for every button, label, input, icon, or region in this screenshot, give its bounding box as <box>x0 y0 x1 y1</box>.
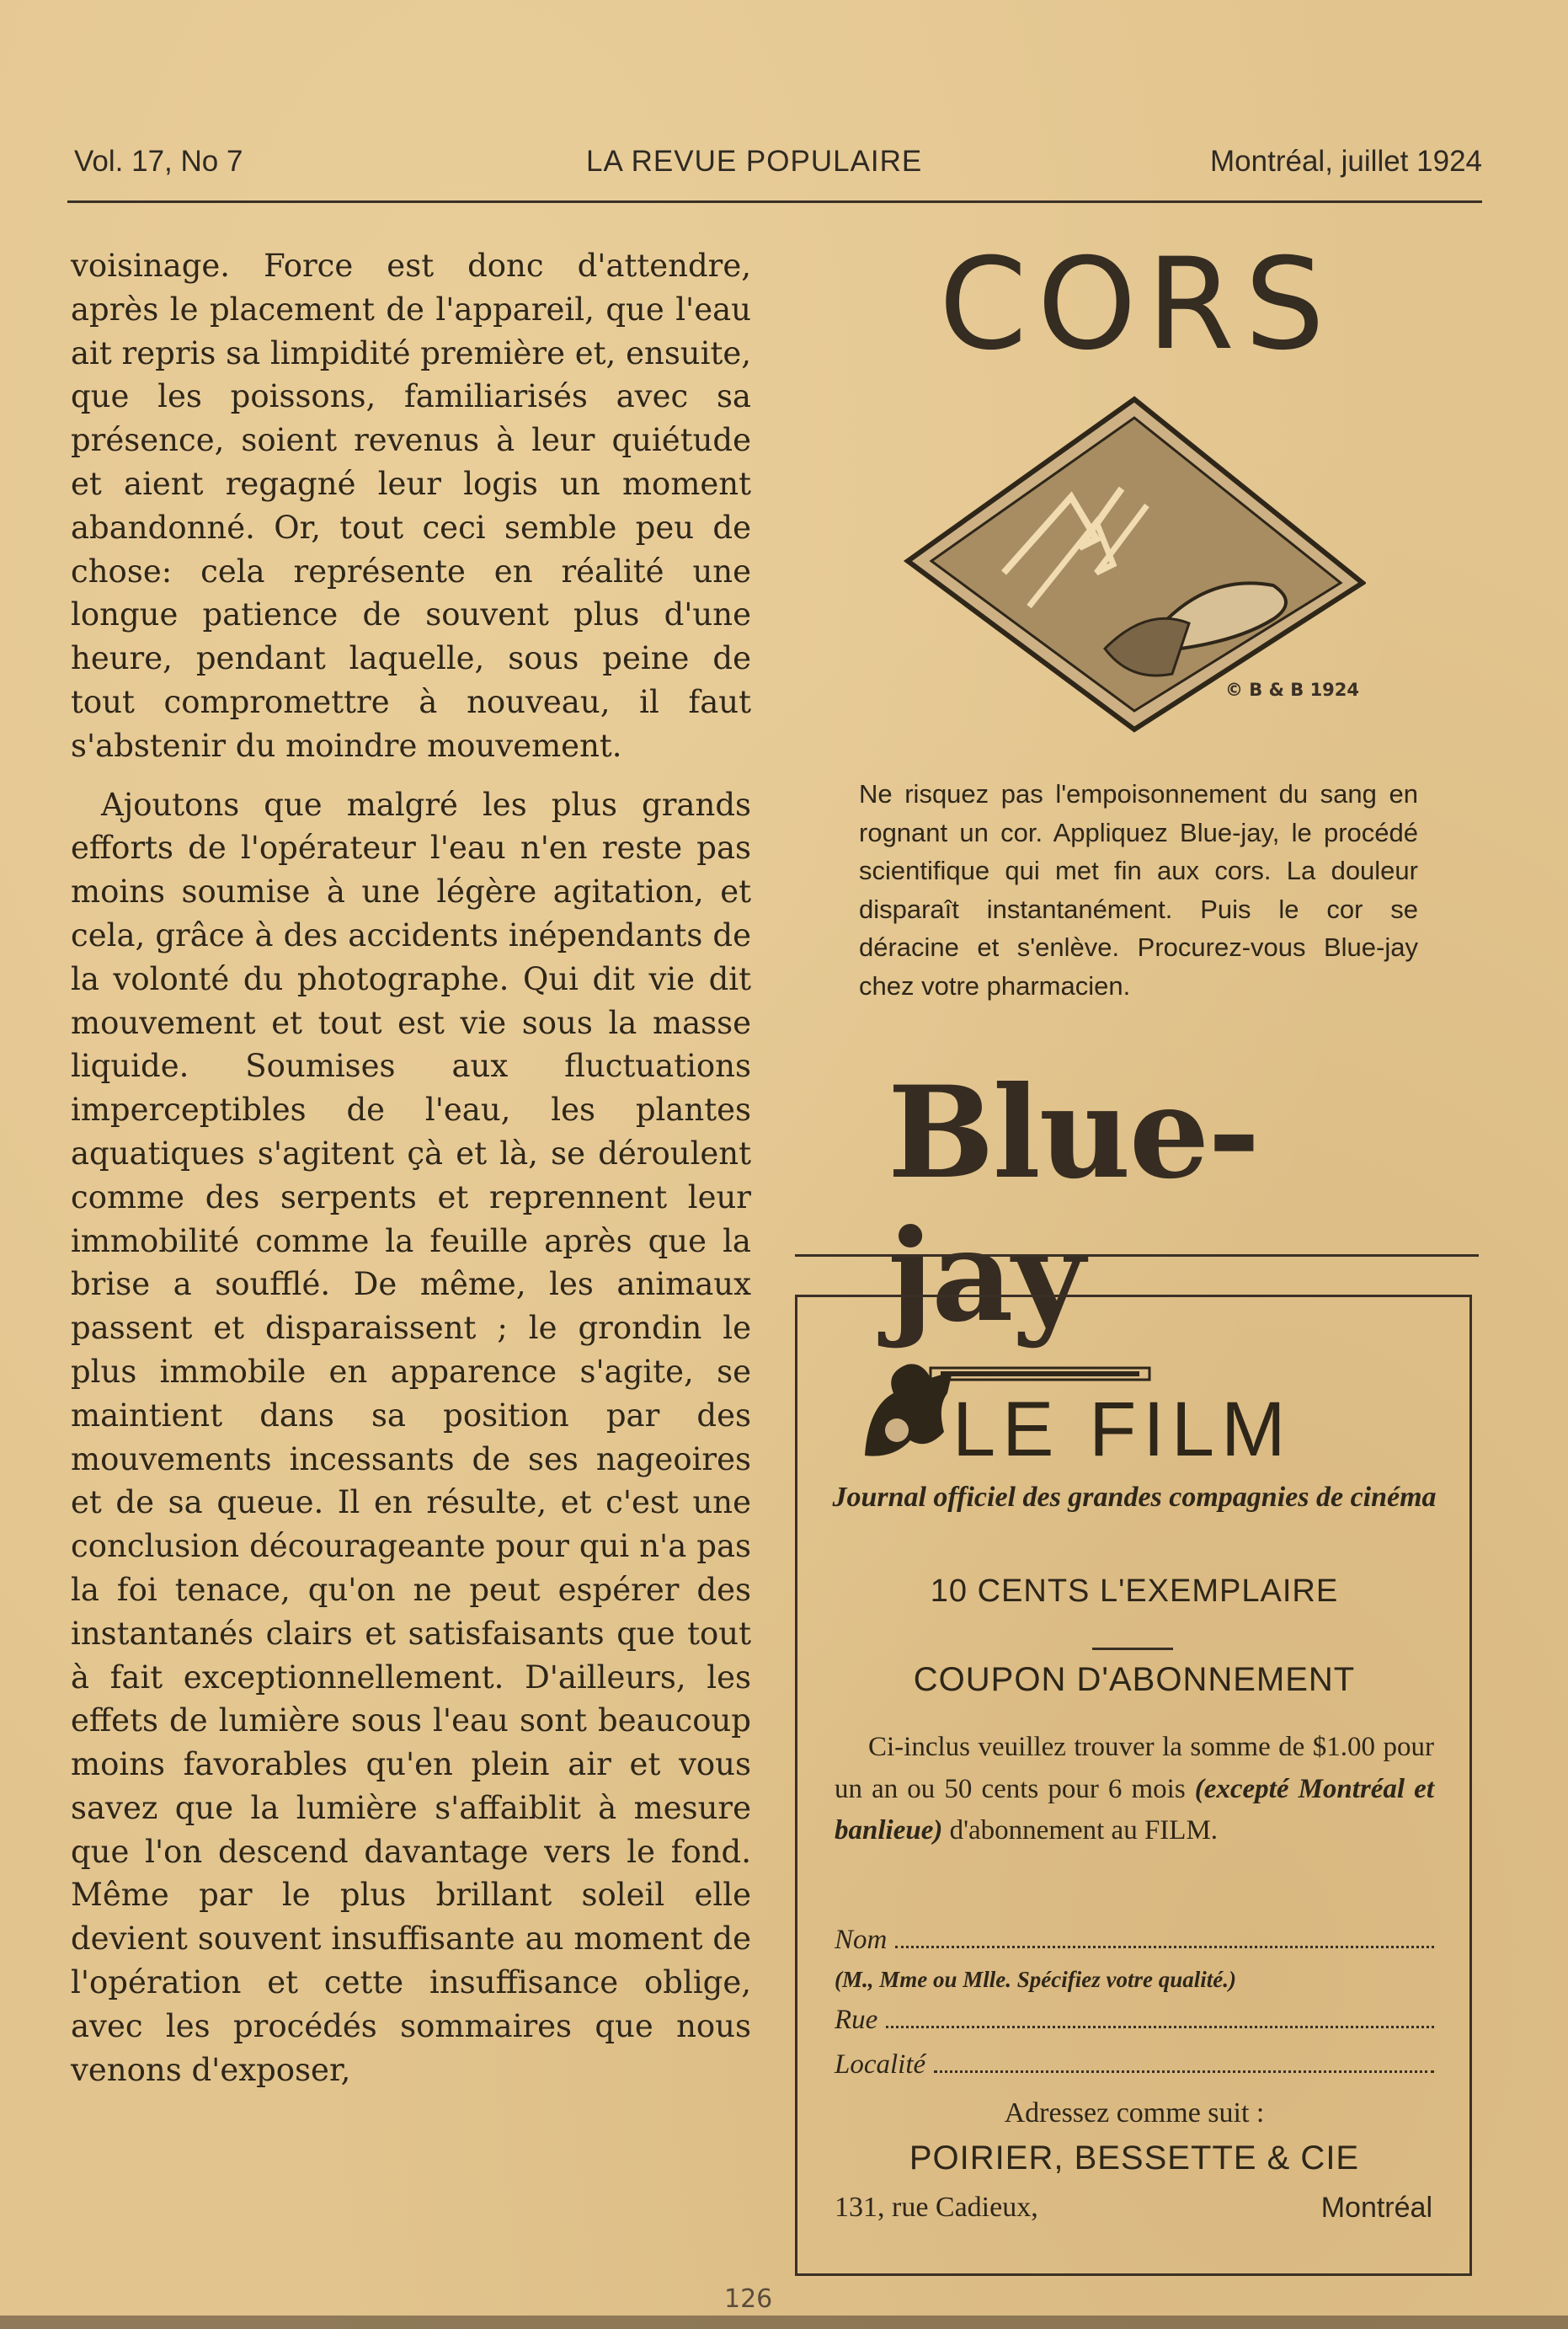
company-city: Montréal <box>1320 2192 1432 2224</box>
page-bottom-edge <box>0 2316 1568 2329</box>
ad-body-text: Ne risquez pas l'empoisonnement du sang en rognant un cor. Appliquez Blue-jay, le procédé scientifique qui met fin aux cors. La douleur disparaît instantanément. Puis le cor se déracine et s'enlève. Procurez-vous Blue-jay chez votre pharmacien. <box>859 779 1418 1001</box>
section-divider <box>795 1254 1479 1257</box>
coupon-body <box>835 1727 1434 1852</box>
ad-headline: CORS <box>938 232 1336 378</box>
issue-price: 10 CENTS L'EXEMPLAIRE <box>930 1573 1339 1609</box>
ad-brand-name: Blue-jay <box>888 1059 1259 1350</box>
name-fill-line[interactable] <box>895 1945 1434 1948</box>
running-header <box>74 145 1482 184</box>
article-paragraph-2: Ajoutons que malgré les plus grands efforts de l'opérateur l'eau n'en reste pas moins soumise à une légère agitation, et cela, grâce à des accidents inépendants de la volonté du photographe. Qui dit vie dit mouvement et tout est vie sous la masse liquide. Soumises aux fluctuations imperceptibles de l'eau, les plantes aquatiques s'agitent çà et là, se déroulent comme des serpents et reprennent leur immobilité comme la feuille après que la brise a soufflé. De même, les animaux passent et disparaissent ; le grondin le plus immobile en apparence s'agite, se maintient dans sa position par des mouvements incessants de ses nageoires et de sa queue. Il en résulte, et c'est une conclusion décourageante pour qui n'a pas la foi tenace, qu'on ne peut espérer des instantanés clairs et satisfaisants que tout à fait exceptionnellement. D'ailleurs, les effets de lumière sous l'eau sont beaucoup moins favorables qu'en plein air et vous savez que la lumière s'affaiblit à mesure que l'on descend davantage vers le fond. Même par le plus brillant soleil elle devient souvent insuffisante au moment de l'opération et cette insuffisance oblige, avec les procédés sommaires que nous venons d'exposer, <box>71 786 751 2088</box>
coupon-body-text: Ci-inclus veuillez trouver la somme de $1.00 pour un an ou 50 cents pour 6 mois <box>835 1732 1434 1804</box>
publication-title: LA REVUE POPULAIRE <box>586 145 923 178</box>
locality-field[interactable] <box>835 2049 1434 2081</box>
volume-number: Vol. 17, No 7 <box>74 145 243 178</box>
small-rule <box>1092 1648 1173 1650</box>
article-paragraph-1: voisinage. Force est donc d'attendre, après le placement de l'appareil, que l'eau ait repris sa limpidité première et, ensuite, que les poissons, familiarisés avec sa présence, soient revenus à leur quiétude et aient regagné leur logis un moment abandonné. Or, tout ceci semble peu de chose: cela représente en réalité une longue patience de souvent plus d'une heure, pendant laquelle, sous peine de tout compromettre à nouveau, il faut s'abstenir du moindre mouvement. <box>71 248 751 764</box>
issue-date: Montréal, juillet 1924 <box>1210 145 1482 178</box>
company-street: 131, rue Cadieux, <box>835 2192 1038 2223</box>
ad-copyright: © B & B 1924 <box>1225 680 1360 700</box>
svg-text:LE FILM: LE FILM <box>952 1386 1293 1466</box>
locality-label: Localité <box>835 2049 926 2080</box>
coupon-body-text-end: d'abonnement au FILM. <box>942 1815 1219 1846</box>
address-label: Adressez comme suit : <box>1004 2097 1265 2129</box>
street-label: Rue <box>835 2005 878 2035</box>
film-tagline: Journal officiel des grandes compagnies de cinéma <box>832 1482 1437 1513</box>
coupon-body-exception: (excepté Montréal et banlieue) <box>835 1773 1434 1846</box>
name-label: Nom <box>835 1925 888 1955</box>
header-rule <box>67 200 1482 203</box>
name-field-note: (M., Mme ou Mlle. Spécifiez votre qualité.) <box>835 1967 1236 1992</box>
griffin-film-logo <box>860 1356 1416 1466</box>
locality-fill-line[interactable] <box>934 2070 1434 2073</box>
coupon-title: COUPON D'ABONNEMENT <box>913 1661 1356 1698</box>
article-column <box>71 244 751 2091</box>
street-fill-line[interactable] <box>886 2025 1434 2028</box>
page-number: 126 <box>724 2284 773 2314</box>
name-field[interactable] <box>835 1925 1434 1956</box>
film-coupon-box <box>795 1295 1472 2276</box>
company-name: POIRIER, BESSETTE & CIE <box>909 2139 1360 2177</box>
street-field[interactable] <box>835 2005 1434 2036</box>
